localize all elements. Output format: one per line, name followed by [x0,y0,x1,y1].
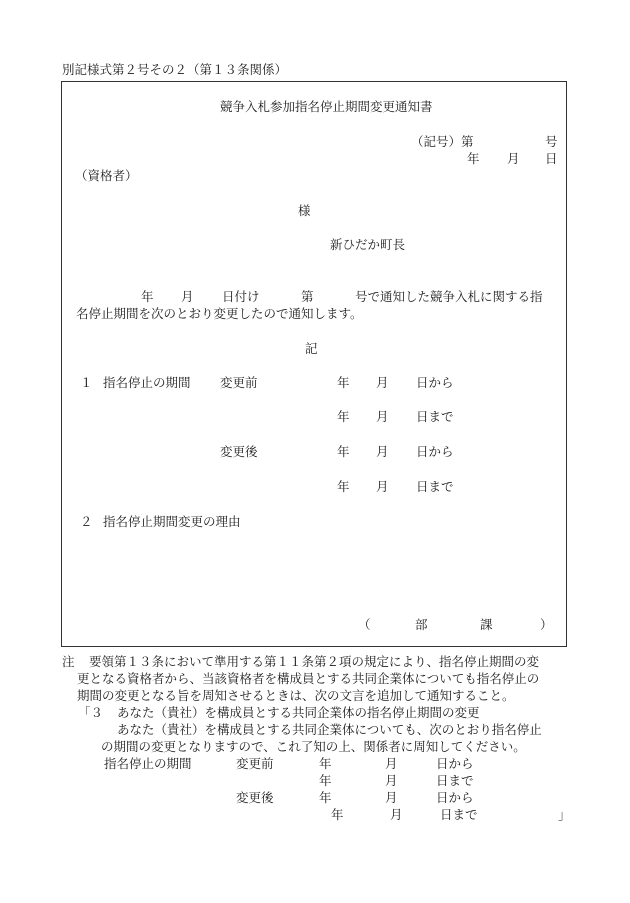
addition-after-until-month: 月 [390,807,403,822]
ki-mark: 記 [305,341,318,356]
item1-label: 指名停止の期間 [103,375,191,390]
record-number-suffix: 号 [545,134,558,149]
record-number-label: （記号）第 [411,134,474,149]
item1-before-until-year: 年 [337,409,350,424]
addition-before-until: 日まで [436,773,474,788]
body-dai: 第 [301,289,314,304]
body-dated: 日付け [222,289,260,304]
addition-before-until-month: 月 [385,773,398,788]
item2-label: 指名停止期間変更の理由 [103,514,241,529]
addition-after-from-month: 月 [385,790,398,805]
date-day: 日 [545,151,558,166]
addition-close: 」 [558,807,571,822]
addition-after-from: 日から [436,790,474,805]
body-month: 月 [181,289,194,304]
item2-number: ２ [80,514,93,529]
dept-open: （ [358,617,371,632]
notice-title: 競争入札参加指名停止期間変更通知書 [220,99,433,114]
addition-after-until-year: 年 [331,807,344,822]
item1-before-from-month: 月 [376,375,389,390]
addition-line1: あなた（貴社）を構成員とする共同企業体についても、次のとおり指名停止 [117,722,542,737]
item1-after-until-year: 年 [337,479,350,494]
item1-after-until-month: 月 [376,479,389,494]
item1-after-from-month: 月 [376,444,389,459]
note-line1: 要領第１３条において準用する第１１条第２項の規定により、指名停止期間の変 [89,654,540,669]
body-line1-rest: 号で通知した競争入札に関する指 [355,289,543,304]
body-line2: 名停止期間を次のとおり変更したので通知します。 [76,306,363,321]
addition-heading: あなた（貴社）を構成員とする共同企業体の指名停止期間の変更 [117,705,480,720]
form-label: 別記様式第２号その２（第１３条関係） [62,62,288,77]
item1-after-from: 日から [416,444,454,459]
item1-after-from-year: 年 [337,444,350,459]
issuer: 新ひだか町長 [330,237,406,252]
addition-period-label: 指名停止の期間 [104,756,192,771]
dept-ka: 課 [480,617,493,632]
addition-before-from-month: 月 [385,756,398,771]
addition-before-until-year: 年 [319,773,332,788]
honorific: 様 [298,203,311,218]
addition-line2: の期間の変更となりますので、これ了知の上、関係者に周知してください。 [101,739,526,754]
note-line2: 更となる資格者から、当該資格者を構成員とする共同企業体についても指名停止の [77,671,540,686]
notice-frame [61,81,567,647]
date-month: 月 [507,151,520,166]
note-line3: 期間の変更となる旨を周知させるときは、次の文言を追加して通知すること。 [77,688,515,703]
addition-after-label: 変更後 [236,790,274,805]
date-year: 年 [467,151,480,166]
item1-after-until: 日まで [416,479,454,494]
item1-number: １ [80,375,93,390]
item1-before-from-year: 年 [337,375,350,390]
addition-open: 「３ [78,705,104,720]
addition-after-from-year: 年 [319,790,332,805]
item1-before-from: 日から [416,375,454,390]
dept-bu: 部 [415,617,428,632]
note-prefix: 注 [62,654,75,669]
body-year: 年 [141,289,154,304]
recipient-label: （資格者） [75,168,138,183]
addition-after-until: 日まで [440,807,478,822]
addition-before-from-year: 年 [319,756,332,771]
dept-close: ） [540,617,553,632]
addition-before-label: 変更前 [236,756,274,771]
item1-before-label: 変更前 [220,375,258,390]
item1-before-until: 日まで [416,409,454,424]
addition-before-from: 日から [436,756,474,771]
item1-after-label: 変更後 [220,444,258,459]
item1-before-until-month: 月 [376,409,389,424]
